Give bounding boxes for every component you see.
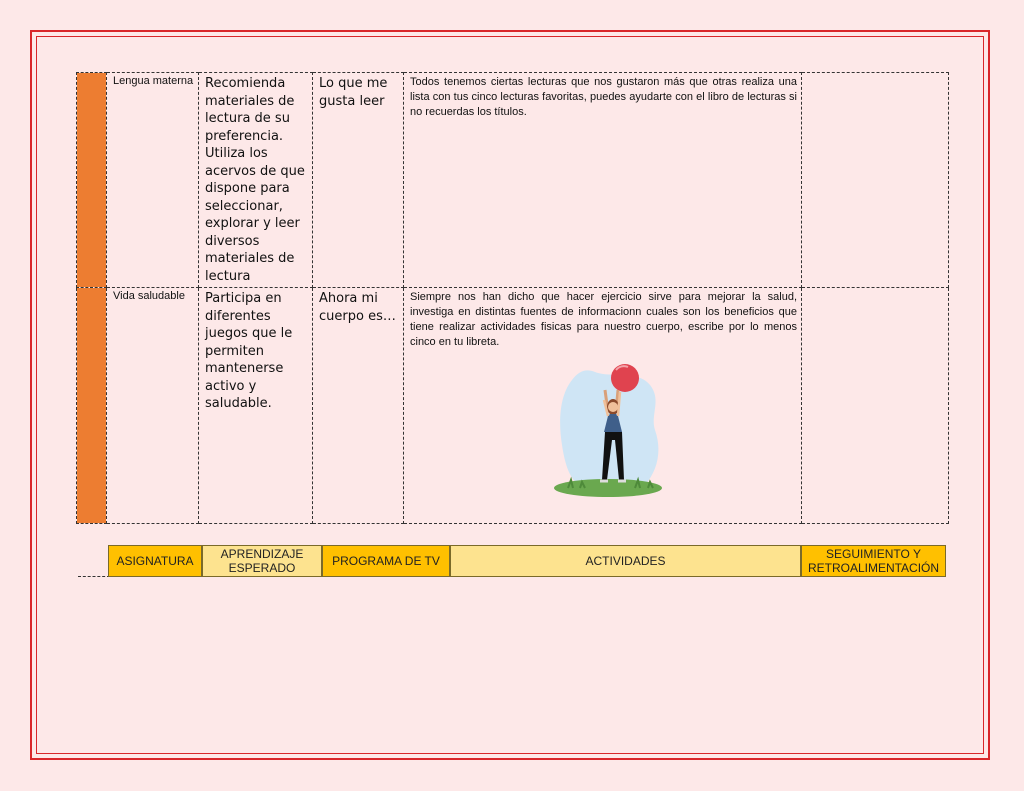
table-header-row xyxy=(108,545,946,577)
activity-cell xyxy=(404,288,802,524)
subject-cell: Vida saludable xyxy=(107,288,199,524)
header-followup: SEGUIMIENTO Y RETROALIMENTACIÓN xyxy=(801,545,946,577)
followup-cell xyxy=(802,288,949,524)
table-row xyxy=(77,288,949,524)
table-row xyxy=(77,73,949,288)
header-program: PROGRAMA DE TV xyxy=(322,545,450,577)
program-cell: Ahora mi cuerpo es… xyxy=(313,288,404,524)
activity-text: Siempre nos han dicho que hacer ejercicio sirve para mejorar la salud, investiga en distintas fuentes de informacionn cuales son los beneficios que tiene realizar actividades fisicas para nuestro cuerpo, escribe por lo menos cinco en tu libreta. xyxy=(410,291,797,348)
header-subject: ASIGNATURA xyxy=(108,545,202,577)
program-cell: Lo que me gusta leer xyxy=(313,73,404,288)
header-activities: ACTIVIDADES xyxy=(450,545,801,577)
learning-cell: Recomienda materiales de lectura de su preferencia. Utiliza los acervos de que dispone para seleccionar, explorar y leer diversos materiales de lectura xyxy=(199,73,313,288)
divider-line xyxy=(78,576,110,577)
header-learning: APRENDIZAJE ESPERADO xyxy=(202,545,322,577)
subject-cell: Lengua materna xyxy=(107,73,199,288)
exercise-illustration xyxy=(550,360,670,500)
activity-cell: Todos tenemos ciertas lecturas que nos gustaron más que otras realiza una lista con tus cinco lecturas favoritas, puedes ayudarte con el libro de lecturas si no recuerdas los títulos. xyxy=(404,73,802,288)
activity-table xyxy=(76,72,949,524)
learning-cell: Participa en diferentes juegos que le permiten mantenerse activo y saludable. xyxy=(199,288,313,524)
row-color-stripe xyxy=(77,288,107,524)
row-color-stripe xyxy=(77,73,107,288)
followup-cell xyxy=(802,73,949,288)
